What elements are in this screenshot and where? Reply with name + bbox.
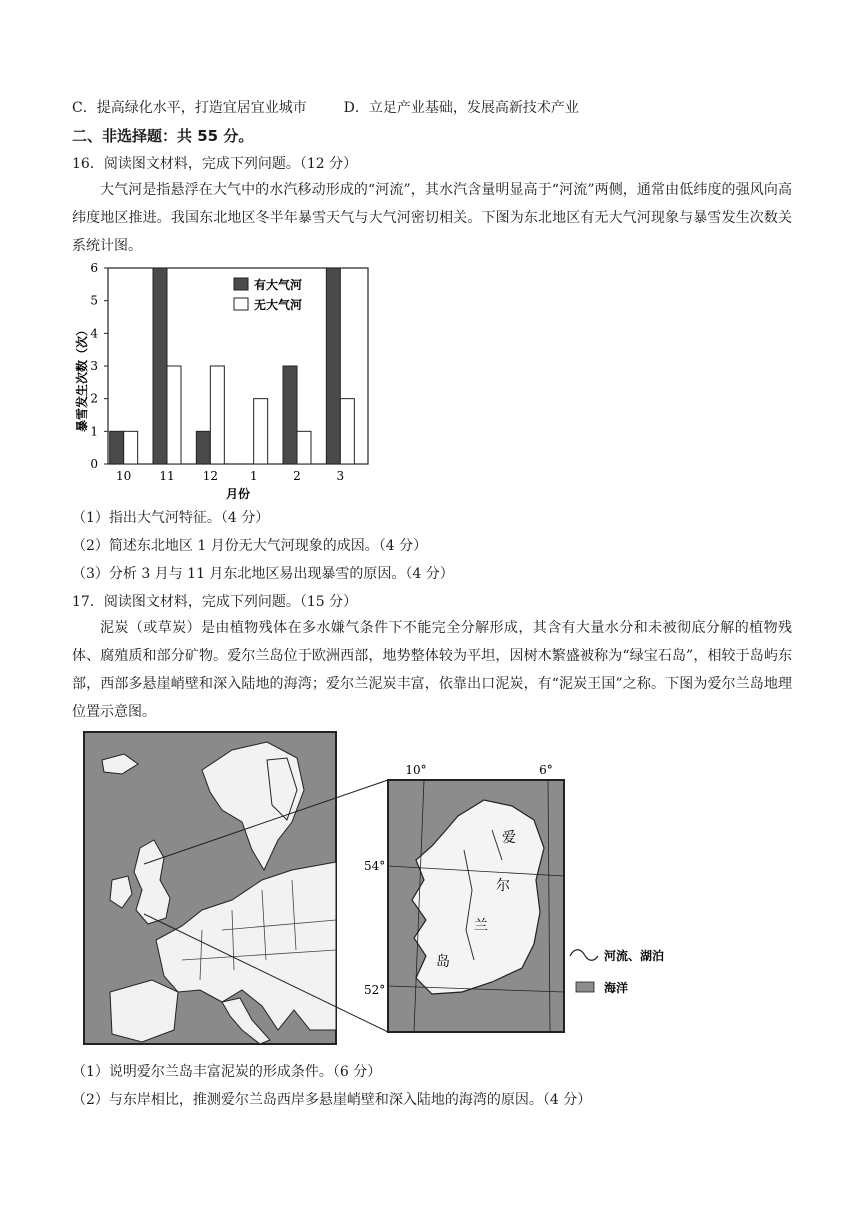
y-tick-label: 2 xyxy=(90,391,98,406)
y-tick-label: 1 xyxy=(90,424,98,439)
longitude-label-6: 6° xyxy=(539,763,553,777)
snowstorm-bar-chart xyxy=(72,258,382,506)
island-label-lan: 兰 xyxy=(474,918,488,934)
legend-river-text: 河流、湖泊 xyxy=(604,949,665,963)
bar-with-3 xyxy=(326,268,340,464)
chart-x-label: 月份 xyxy=(225,487,251,501)
longitude-label-10: 10° xyxy=(405,763,427,777)
q16-sub1: （1）指出大气河特征。（4 分） xyxy=(72,510,270,526)
island-label-er: 尔 xyxy=(496,878,510,894)
q16-stem: 16．阅读图文材料，完成下列问题。（12 分） xyxy=(72,156,358,172)
legend-label: 无大气河 xyxy=(254,298,303,312)
legend-label: 有大气河 xyxy=(254,278,303,292)
x-tick-label: 10 xyxy=(116,469,132,483)
map-svg xyxy=(82,730,702,1052)
y-tick-label: 6 xyxy=(90,261,98,275)
q17-material: 泥炭（或草炭）是由植物残体在多水嫌气条件下不能完全分解形成，其含有大量水分和未被彻底分解的植物残体、腐殖质和部分矿物。爱尔兰岛位于欧洲西部，地势整体较为平坦，因树木繁盛被称为“绿宝石岛”，相较于岛屿东部，西部多悬崖峭壁和深入陆地的海湾；爱尔兰泥炭丰富，依靠出口泥炭，有“泥炭王国”之称。下图为爱尔兰岛地理位置示意图。 xyxy=(72,620,792,720)
bar-with-12 xyxy=(196,431,210,464)
bar-with-10 xyxy=(110,431,124,464)
chart-y-label: 暴雪发生次数（次） xyxy=(75,323,89,433)
chart-svg xyxy=(72,258,382,506)
y-tick-label: 0 xyxy=(90,457,98,471)
y-tick-label: 5 xyxy=(90,293,98,308)
option-d: D．立足产业基础，发展高新技术产业 xyxy=(343,100,579,116)
y-tick-label: 4 xyxy=(90,326,98,341)
bar-without-12 xyxy=(210,366,224,464)
bar-without-1 xyxy=(254,399,268,464)
q17-sub2: （2）与东岸相比，推测爱尔兰岛西岸多悬崖峭壁和深入陆地的海湾的原因。（4 分） xyxy=(72,1092,592,1108)
q17-sub1: （1）说明爱尔兰岛丰富泥炭的形成条件。（6 分） xyxy=(72,1064,382,1080)
x-tick-label: 1 xyxy=(249,469,258,483)
latitude-label-52: 52° xyxy=(364,983,386,997)
ireland-inset-map xyxy=(388,780,564,1032)
option-c-d-line xyxy=(72,98,579,118)
x-tick-label: 11 xyxy=(159,469,175,483)
ocean-legend-icon xyxy=(576,982,594,992)
legend-swatch xyxy=(234,298,248,310)
river-legend-icon xyxy=(570,950,598,961)
legend-swatch xyxy=(234,278,248,290)
x-tick-label: 12 xyxy=(202,469,218,483)
q16-sub2: （2）简述东北地区 1 月份无大气河现象的成因。（4 分） xyxy=(72,538,428,554)
bar-without-11 xyxy=(167,366,181,464)
legend-ocean-text: 海洋 xyxy=(604,981,629,995)
y-tick-label: 3 xyxy=(90,359,98,373)
bar-without-10 xyxy=(124,431,138,464)
bar-with-2 xyxy=(283,366,297,464)
bar-without-2 xyxy=(297,431,311,464)
q16-sub3: （3）分析 3 月与 11 月东北地区易出现暴雪的原因。（4 分） xyxy=(72,566,454,582)
q17-stem: 17．阅读图文材料，完成下列问题。（15 分） xyxy=(72,594,358,610)
x-tick-label: 3 xyxy=(336,469,345,483)
bar-with-11 xyxy=(153,268,167,464)
island-label-dao: 岛 xyxy=(436,954,450,970)
option-c: C．提高绿化水平，打造宜居宜业城市 xyxy=(72,100,307,116)
ireland-location-map xyxy=(82,730,702,1052)
latitude-label-54: 54° xyxy=(364,859,386,873)
island-label-ai: 爱 xyxy=(502,830,516,846)
europe-map xyxy=(84,732,336,1044)
section-title: 二、非选择题：共 55 分。 xyxy=(72,127,254,145)
bar-without-3 xyxy=(340,399,354,464)
x-tick-label: 2 xyxy=(293,469,301,483)
map-legend xyxy=(570,948,664,995)
q16-material: 大气河是指悬浮在大气中的水汽移动形成的“河流”，其水汽含量明显高于“河流”两侧，通常由低纬度的强风向高纬度地区推进。我国东北地区冬半年暴雪天气与大气河密切相关。下图为东北地区有无大气河现象与暴雪发生次数关系统计图。 xyxy=(72,182,792,254)
